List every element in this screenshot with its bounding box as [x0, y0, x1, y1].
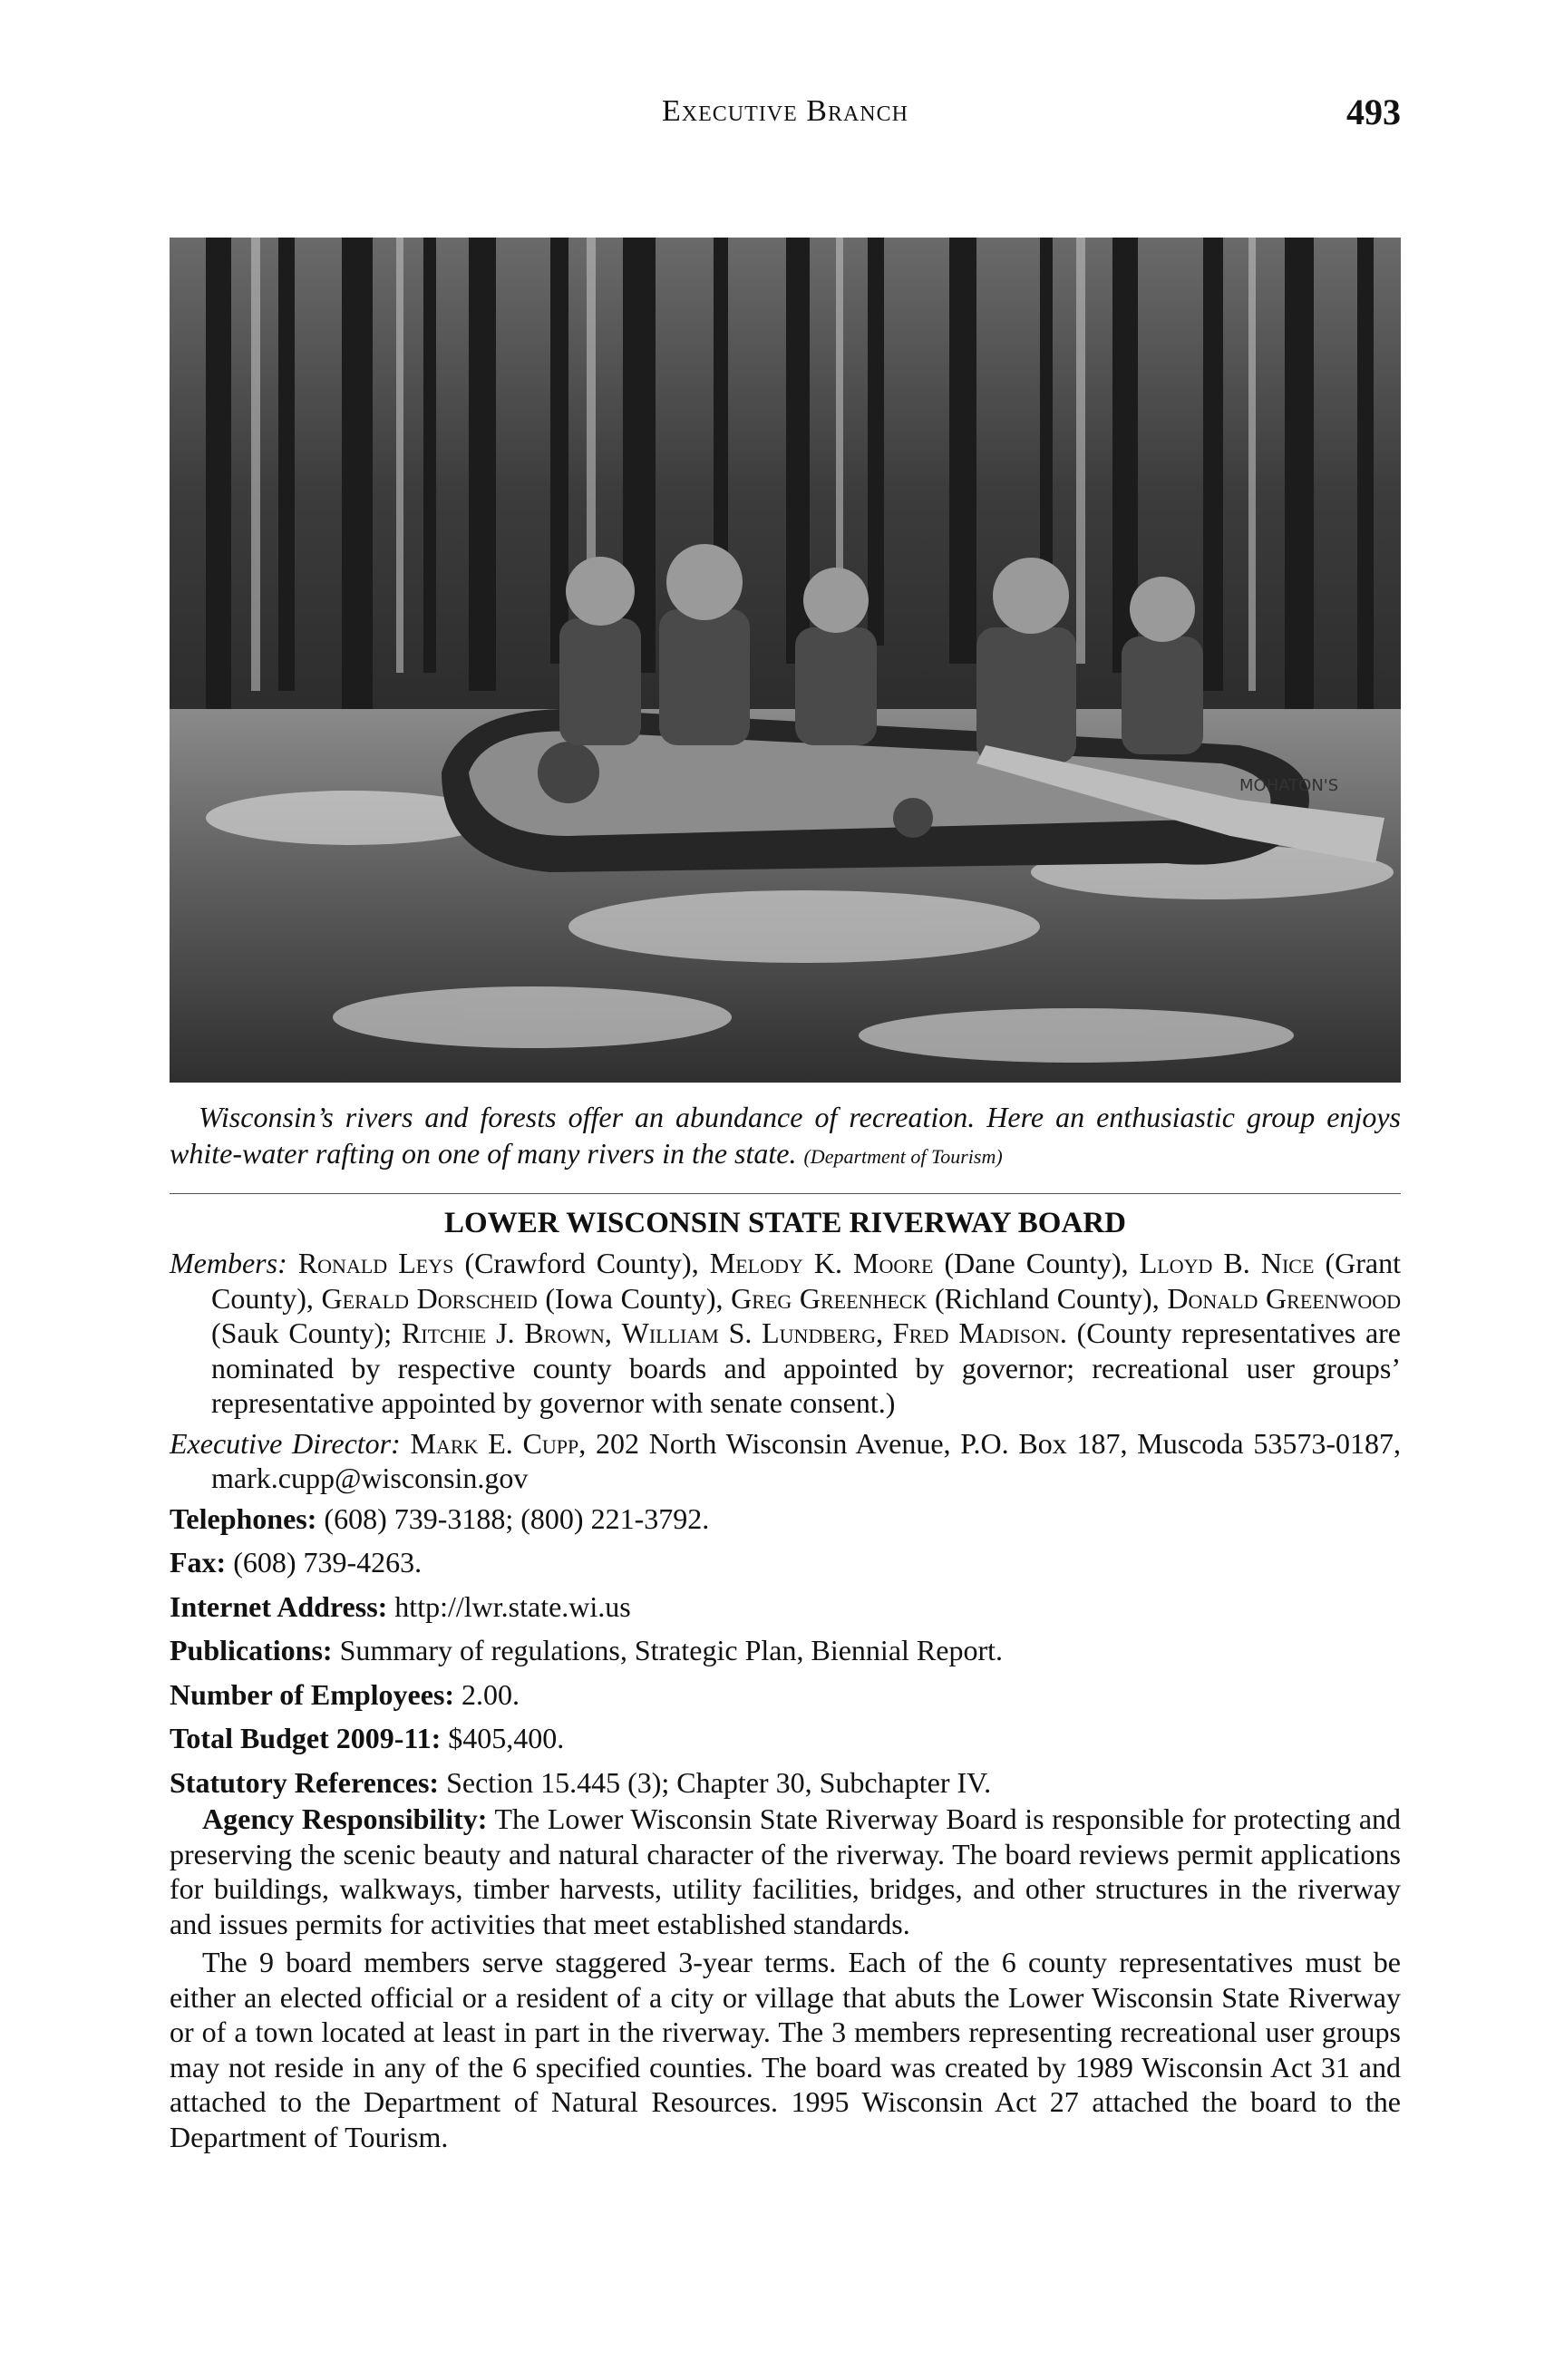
internet-label: Internet Address:	[170, 1589, 388, 1623]
internet-field	[170, 1589, 1401, 1625]
telephones-value: (608) 739-3188; (800) 221-3792.	[324, 1501, 710, 1535]
member-detail: (Crawford County),	[453, 1247, 710, 1279]
agency-paragraph	[170, 1802, 1401, 1941]
budget-value: $405,400.	[448, 1722, 565, 1754]
agency-text: The Lower Wisconsin State Riverway Board is responsible for protecting and preserving the scenic beauty and natural character of the riverway. The board reviews permit applications for buildings, walkways, timber harvests, utility facilities, bridges, and other structures in the riverway and issues permits for activities that meet established standards.	[170, 1802, 1402, 1940]
member-name: William S. Lundberg	[621, 1316, 877, 1349]
member-name: Ritchie J. Brown	[401, 1316, 605, 1349]
member-detail: (Richland County),	[927, 1281, 1168, 1315]
director-detail: , 202 North Wisconsin Avenue, P.O. Box 187, Muscoda 53573-0187, mark.cupp@wisconsin.gov	[211, 1426, 1402, 1494]
rafting-photo	[170, 238, 1401, 1083]
member-name: Lloyd B. Nice	[1139, 1247, 1315, 1279]
publications-value: Summary of regulations, Strategic Plan, Biennial Report.	[339, 1634, 1003, 1666]
telephones-field	[170, 1501, 1401, 1537]
budget-label: Total Budget 2009-11:	[170, 1722, 442, 1754]
director-entry	[170, 1426, 1401, 1496]
members-note: (County representatives are nominated by respective county boards and appointed by governor; recreational user groups’ representative appointed by governor with senate consent.)	[211, 1316, 1401, 1419]
running-head: Executive Branch	[662, 94, 908, 128]
photo-caption	[170, 1099, 1401, 1175]
telephones-label: Telephones:	[170, 1501, 317, 1535]
caption-text: Wisconsin’s rivers and forests offer an abundance of recreation. Here an enthusiastic group enjoys white-water rafting on one of many rivers in the state.	[170, 1101, 1401, 1170]
members-label: Members:	[170, 1247, 287, 1279]
board-title: LOWER WISCONSIN STATE RIVERWAY BOARD	[444, 1207, 1126, 1239]
member-detail: (Grant County),	[211, 1247, 1402, 1315]
member-name: Gerald Dorscheid	[321, 1281, 538, 1315]
fax-value: (608) 739-4263.	[233, 1546, 423, 1579]
director-label: Executive Director:	[170, 1426, 401, 1460]
member-name: Donald Greenwood	[1167, 1281, 1402, 1315]
statutory-field	[170, 1765, 1401, 1801]
page-number: 493	[1346, 92, 1401, 132]
board-entry	[170, 1204, 1401, 2154]
employees-value: 2.00.	[461, 1677, 520, 1711]
member-detail: (Dane County),	[933, 1247, 1140, 1279]
section-divider	[170, 1193, 1401, 1194]
internet-value: http://lwr.state.wi.us	[394, 1589, 631, 1623]
member-name: Ronald Leys	[297, 1247, 454, 1279]
member-detail: (Sauk County);	[211, 1316, 402, 1349]
member-name: Melody K. Moore	[709, 1247, 934, 1279]
publications-field	[170, 1633, 1401, 1668]
page-header	[170, 91, 1401, 145]
member-detail: .	[1059, 1316, 1077, 1349]
publications-label: Publications:	[170, 1634, 333, 1666]
statutory-label: Statutory References:	[170, 1765, 440, 1799]
budget-field	[170, 1721, 1401, 1756]
member-detail: ,	[876, 1316, 893, 1349]
fax-field	[170, 1545, 1401, 1580]
terms-paragraph: The 9 board members serve staggered 3-year terms. Each of the 6 county representatives must be either an elected official or a resident of a city or village that abuts the Lower Wisconsin State Riverway or of a town located at least in part in the riverway. The 3 members representing recreational user groups may not reside in any of the 6 specified counties. The board was created by 1989 Wisconsin Act 31 and attached to the Department of Natural Resources. 1995 Wisconsin Act 27 attached the board to the Department of Tourism.	[170, 1946, 1401, 2153]
employees-label: Number of Employees:	[170, 1677, 455, 1711]
fax-label: Fax:	[170, 1546, 227, 1579]
member-detail: ,	[604, 1316, 622, 1349]
employees-field	[170, 1677, 1401, 1713]
member-detail: (Iowa County),	[537, 1281, 732, 1315]
caption-credit: (Department of Tourism)	[803, 1145, 1003, 1168]
statutory-value: Section 15.445 (3); Chapter 30, Subchapter IV.	[446, 1765, 992, 1799]
member-name: Fred Madison	[892, 1316, 1060, 1349]
director-name: Mark E. Cupp	[410, 1426, 579, 1460]
member-name: Greg Greenheck	[731, 1281, 928, 1315]
members-entry	[170, 1246, 1401, 1421]
raft-text: MOHATON'S	[1239, 776, 1339, 795]
agency-label: Agency Responsibility:	[202, 1802, 488, 1835]
